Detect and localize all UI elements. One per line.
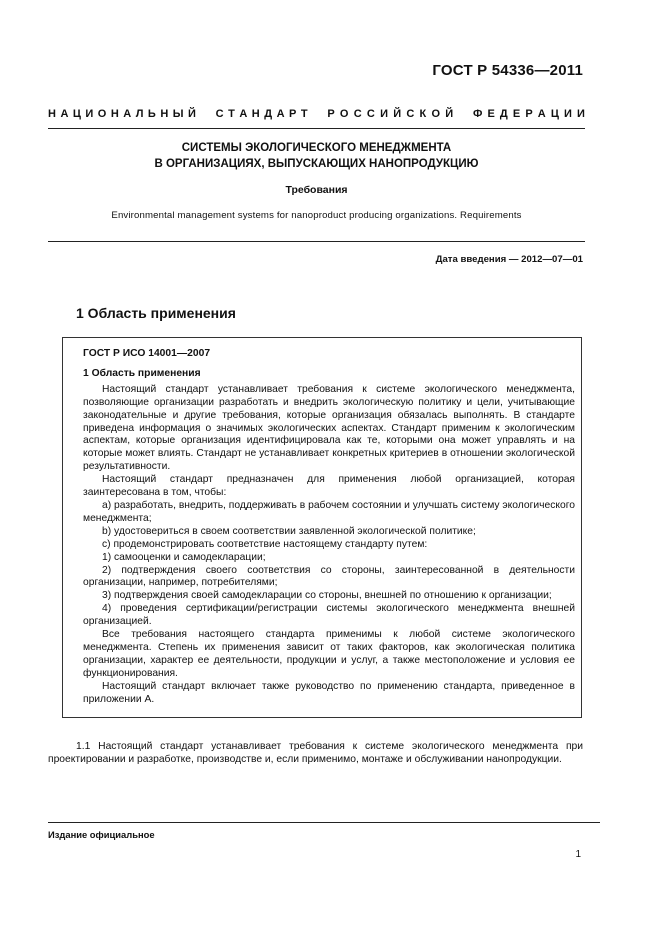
quote-heading: 1 Область применения <box>83 367 201 379</box>
banner-word-standard: С Т А Н Д А Р Т <box>215 108 308 120</box>
banner-word-russian: Р О С С И Й С К О Й <box>327 108 454 120</box>
banner-word-federation: Ф Е Д Е Р А Ц И И <box>472 108 585 120</box>
national-standard-banner <box>48 108 585 120</box>
english-title: Environmental management systems for nanoproduct producing organizations. Requirements <box>111 210 522 221</box>
quoted-standard-box <box>62 337 582 718</box>
quote-list-item: 1) самооценки и самодекларации; <box>102 551 266 563</box>
quote-paragraph: Настоящий стандарт предназначен для применения любой организацией, которая заинтересована в том, чтобы: <box>83 474 575 499</box>
introduction-date: Дата введения — 2012—07—01 <box>435 254 583 265</box>
page-number: 1 <box>575 849 581 860</box>
quote-list-item: 3) подтверждения своей самодекларации со стороны, внешней по отношению к организации; <box>102 590 552 602</box>
quote-list-item: c) продемонстрировать соответствие настоящему стандарту путем: <box>102 538 428 550</box>
quote-list-item: a) разработать, внедрить, поддерживать в рабочем состоянии и улучшать систему экологического менеджмента; <box>83 499 575 524</box>
title-line-2: В ОРГАНИЗАЦИЯХ, ВЫПУСКАЮЩИХ НАНОПРОДУКЦИЮ <box>154 158 479 170</box>
title-line-1: СИСТЕМЫ ЭКОЛОГИЧЕСКОГО МЕНЕДЖМЕНТА <box>181 142 452 154</box>
quote-paragraph: Настоящий стандарт включает также руководство по применению стандарта, приведенное в приложении А. <box>83 680 575 705</box>
edition-note: Издание официальное <box>48 829 155 840</box>
quote-paragraph: Все требования настоящего стандарта применимы к любой системе экологического менеджмента. Степень их применения зависит от таких факторов, как экологическая политика организации, характер ее деятельности, продукции и услуг, а также местоположение и условия ее функционирования. <box>83 629 575 679</box>
section-heading: 1 Область применения <box>76 305 236 321</box>
document-title <box>48 140 585 172</box>
title-divider <box>48 241 585 242</box>
clause-1-1 <box>48 740 583 766</box>
quote-list-item: b) удостовериться в своем соответствии заявленной экологической политике; <box>102 525 476 537</box>
quote-list-item: 2) подтверждения своего соответствия со стороны, заинтересованной в деятельности организации, например, потребителями; <box>83 564 575 589</box>
quote-list-item: 4) проведения сертификации/регистрации системы экологического менеджмента внешней организацией. <box>83 603 575 628</box>
banner-word-national: Н А Ц И О Н А Л Ь Н Ы Й <box>48 108 196 120</box>
clause-1-1-text: 1.1 Настоящий стандарт устанавливает требования к системе экологического менеджмента при проектировании и разработке, производстве и, если применимо, монтаже и обслуживании нанопродукции. <box>48 741 583 765</box>
quote-paragraph: Настоящий стандарт устанавливает требования к системе экологического менеджмента, позволяющие организации разработать и внедрить экологическую политику и цели, учитывающие законодательные и другие требования, которые организация обязалась выполнять. В стандарте приведена информация о значимых экологических аспектах. Стандарт применим к экологическим аспектам, которые организация идентифицировала как те, которыми она может управлять и на которые может влиять. Стандарт не устанавливает конкретных критериев в отношении экологической результативности. <box>83 383 575 473</box>
document-subtitle: Требования <box>285 184 348 196</box>
top-divider <box>48 128 585 129</box>
quote-source: ГОСТ Р ИСО 14001—2007 <box>83 348 211 359</box>
document-number: ГОСТ Р 54336—2011 <box>432 62 583 79</box>
footer-divider <box>48 822 600 823</box>
